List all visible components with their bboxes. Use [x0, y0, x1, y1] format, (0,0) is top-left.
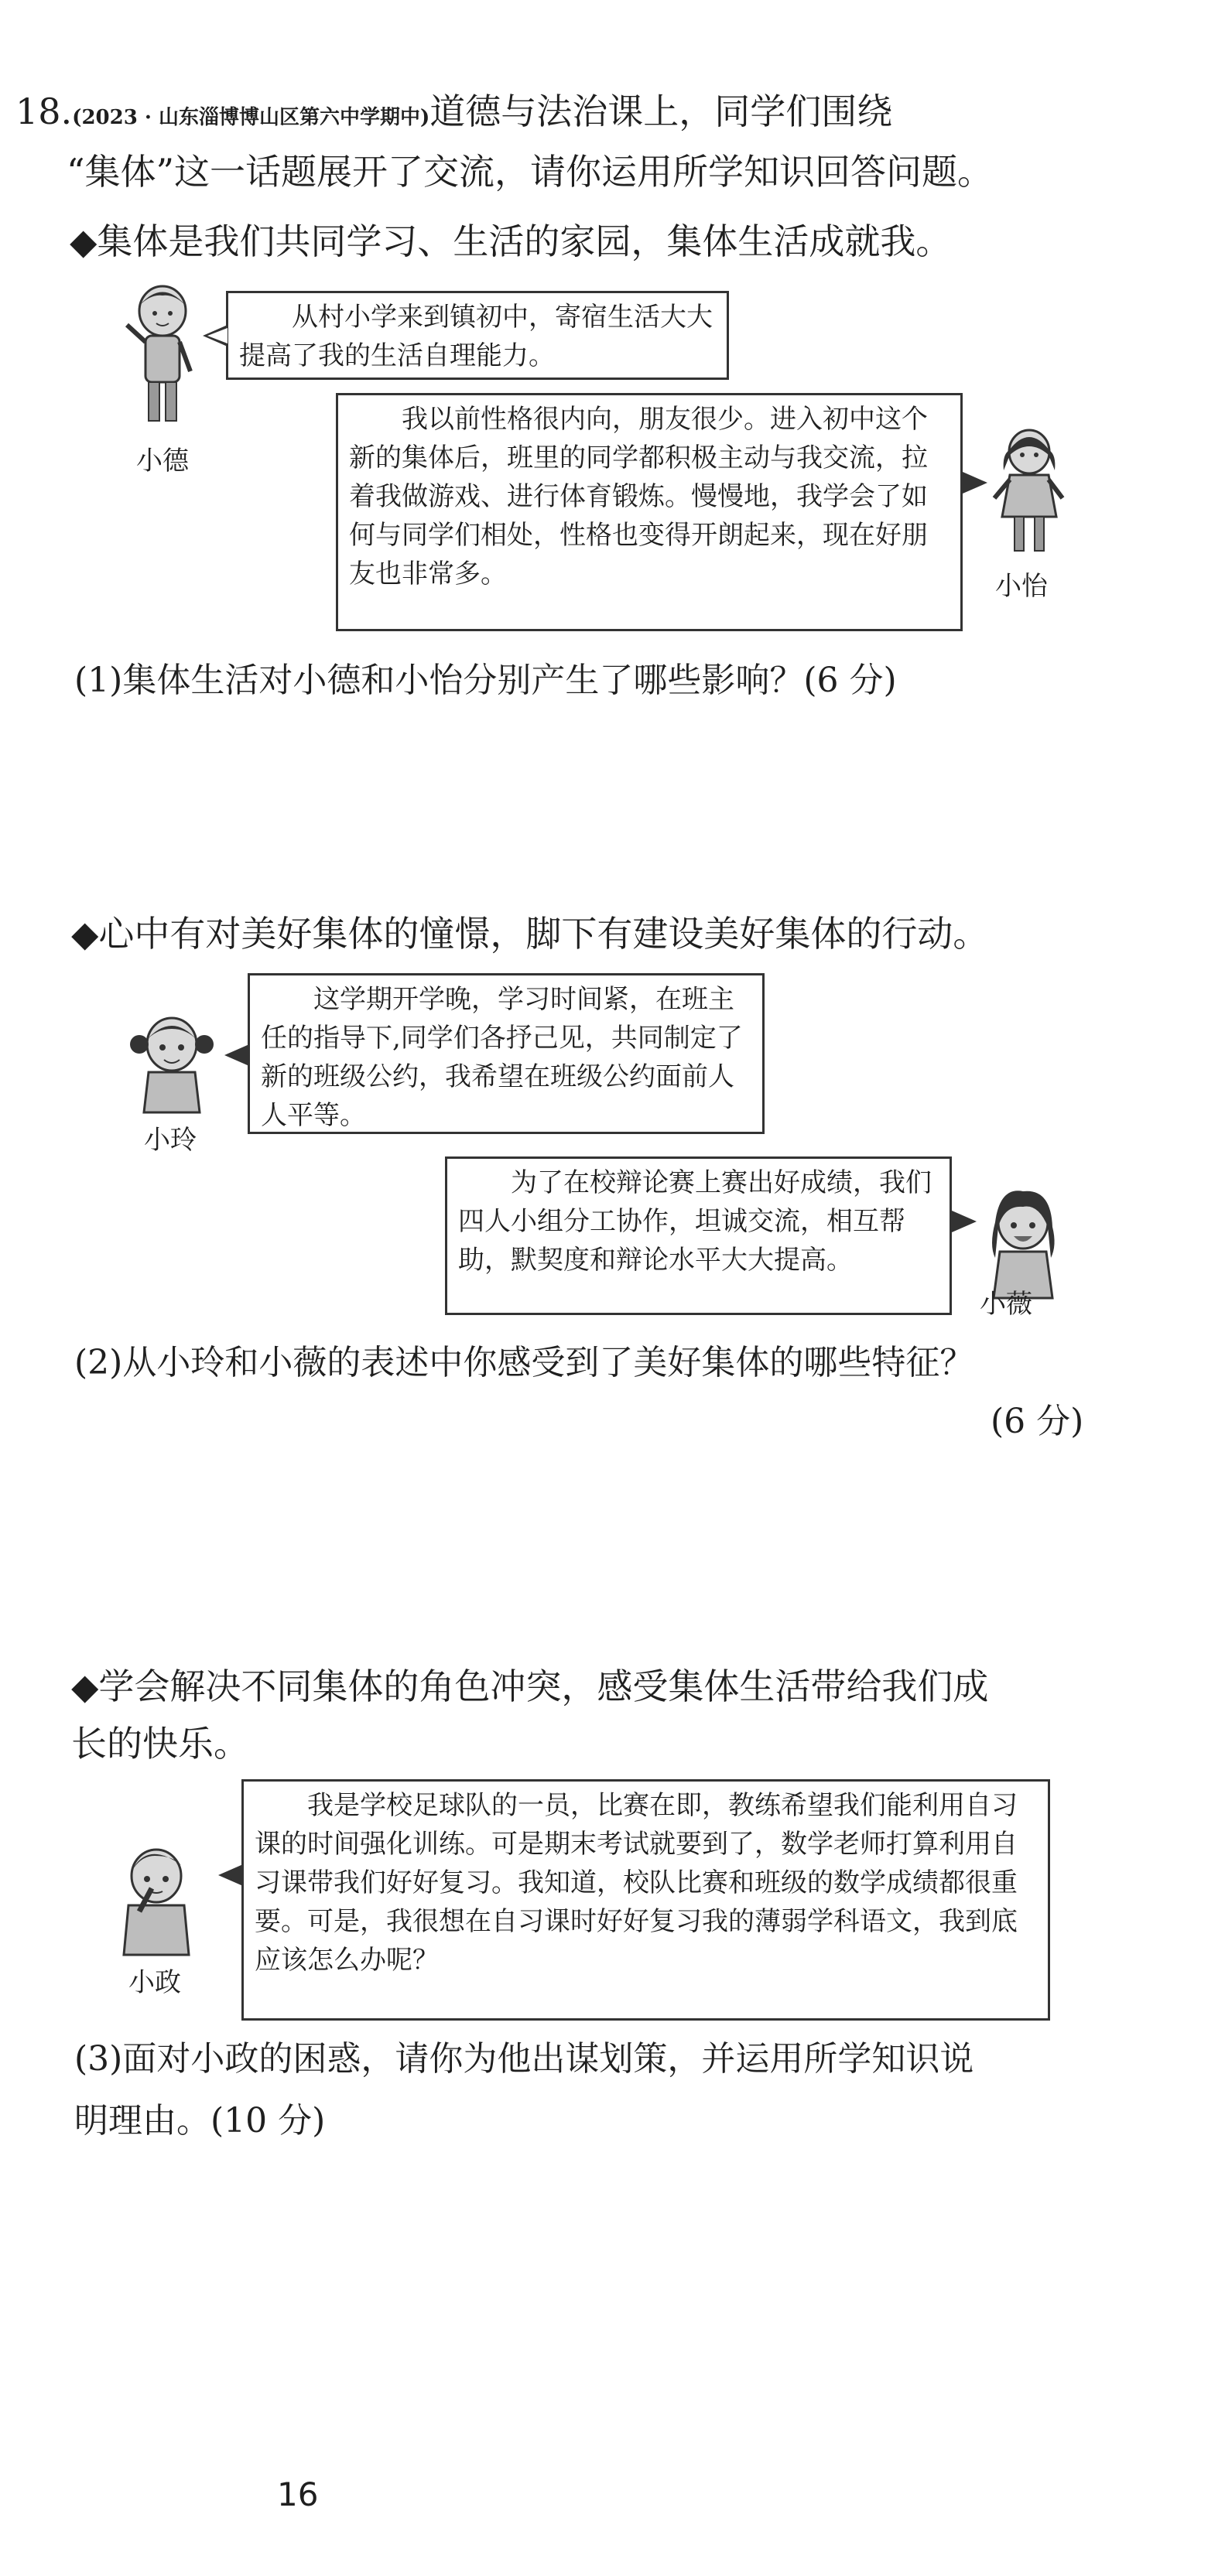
speech-bubble-xiaozheng — [241, 1779, 1050, 2021]
speech-tail-xiaoling — [224, 1044, 249, 1066]
speech-text-xiaoyi: 我以前性格很内向，朋友很少。进入初中这个新的集体后，班里的同学都积极主动与我交流，拉着我做游戏、进行体育锻炼。慢慢地，我学会了如何与同学们相处，性格也变得开朗起来，现在好朋友也非常多。 — [349, 404, 928, 589]
question-intro-line1: 道德与法治课上，同学们围绕 — [429, 91, 893, 132]
speech-tail-xiaoyi — [963, 472, 987, 494]
question-source: (2023 · 山东淄博博山区第六中学期中) — [72, 106, 430, 129]
question-1: (1)集体生活对小德和小怡分别产生了哪些影响？(6 分) — [74, 661, 897, 700]
section2-heading: ◆心中有对美好集体的憧憬，脚下有建设美好集体的行动。 — [71, 913, 989, 955]
speech-tail-xiaozheng — [218, 1864, 243, 1886]
question-3-line2: 明理由。(10 分) — [74, 2101, 326, 2140]
question-intro-line2: “集体”这一话题展开了交流，请你运用所学知识回答问题。 — [67, 151, 994, 193]
section1-heading: ◆集体是我们共同学习、生活的家园，集体生活成就我。 — [70, 220, 952, 262]
speech-tail-xiaowei — [952, 1211, 977, 1232]
boy-xiaode-illustration — [116, 278, 209, 433]
speaker-name-xiaode: 小德 — [136, 446, 189, 477]
speech-tail-xiaode-fill — [207, 328, 228, 343]
girl-xiaoling-illustration — [125, 1006, 218, 1114]
speech-text-xiaoling: 这学期开学晚，学习时间紧，在班主任的指导下,同学们各抒己见，共同制定了新的班级公约，我希望在班级公约面前人人平等。 — [261, 984, 743, 1131]
question-3-line1: (3)面对小政的困惑，请你为他出谋划策，并运用所学知识说 — [74, 2039, 974, 2079]
question-header — [15, 87, 892, 142]
speaker-name-xiaoyi: 小怡 — [995, 571, 1048, 602]
girl-xiaoyi-illustration — [987, 424, 1072, 563]
speech-bubble-xiaoyi — [336, 393, 963, 631]
question-number: 18. — [15, 91, 73, 132]
speaker-name-xiaoling: 小玲 — [144, 1125, 197, 1156]
speaker-name-xiaozheng: 小政 — [128, 1967, 181, 1998]
speaker-name-xiaowei: 小薇 — [980, 1289, 1032, 1320]
page-number: 16 — [277, 2475, 319, 2513]
question-2-score: (6 分) — [991, 1402, 1084, 1441]
speech-text-xiaode: 从村小学来到镇初中，寄宿生活大大提高了我的生活自理能力。 — [239, 302, 713, 371]
speech-bubble-xiaowei — [445, 1156, 952, 1315]
speech-text-xiaozheng: 我是学校足球队的一员，比赛在即，教练希望我们能利用自习课的时间强化训练。可是期末考试就要到了，数学老师打算利用自习课带我们好好复习。我知道，校队比赛和班级的数学成绩都很重要。可是，我很想在自习课时好好复习我的薄弱学科语文，我到底应该怎么办呢？ — [255, 1790, 1018, 1976]
question-2: (2)从小玲和小薇的表述中你感受到了美好集体的哪些特征？ — [74, 1343, 974, 1382]
boy-xiaozheng-illustration — [108, 1837, 201, 1957]
section3-heading-line2: 长的快乐。 — [71, 1723, 249, 1765]
section3-heading-line1: ◆学会解决不同集体的角色冲突，感受集体生活带给我们成 — [71, 1666, 989, 1707]
speech-text-xiaowei: 为了在校辩论赛上赛出好成绩，我们四人小组分工协作，坦诚交流，相互帮助，默契度和辩论水平大大提高。 — [458, 1167, 932, 1276]
speech-bubble-xiaode — [226, 291, 729, 380]
speech-bubble-xiaoling — [248, 973, 765, 1134]
